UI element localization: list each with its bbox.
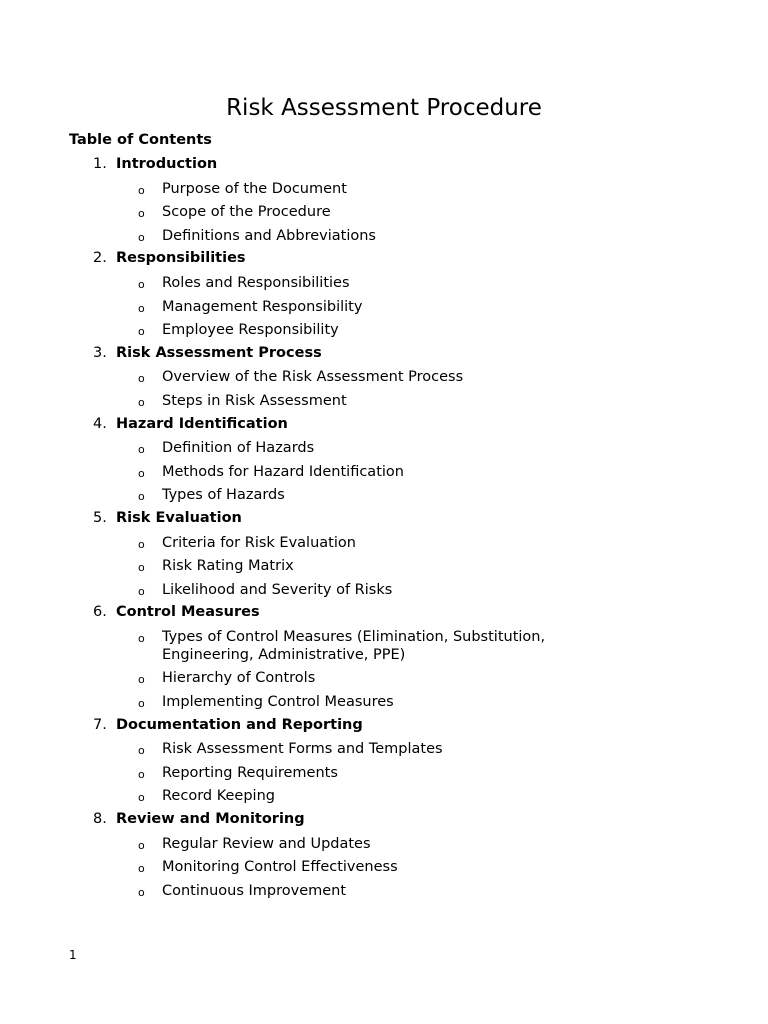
subsection-title: Definition of Hazards (162, 440, 315, 457)
toc-section (0, 342, 768, 413)
section-number: 4. (93, 415, 107, 432)
section-title: Control Measures (116, 604, 260, 621)
toc-section-row (0, 601, 768, 625)
list-item (0, 460, 768, 484)
bullet-icon: o (138, 277, 145, 291)
bullet-icon: o (138, 395, 145, 409)
toc-section-row (0, 153, 768, 177)
toc-section (0, 247, 768, 341)
list-item (0, 554, 768, 578)
subsection-list (0, 365, 768, 412)
bullet-icon: o (138, 325, 145, 339)
document-title: Risk Assessment Procedure (226, 95, 542, 121)
subsection-title: Regular Review and Updates (162, 835, 371, 852)
list-item (0, 784, 768, 808)
subsection-list (0, 737, 768, 808)
section-number: 3. (93, 344, 107, 361)
subsection-title: Types of Hazards (162, 487, 285, 504)
bullet-icon: o (138, 767, 145, 781)
list-item (0, 578, 768, 602)
list-item (0, 365, 768, 389)
page-number: 1 (69, 948, 77, 962)
subsection-title: Likelihood and Severity of Risks (162, 581, 393, 598)
list-item (0, 832, 768, 856)
toc-section-row (0, 507, 768, 531)
list-item (0, 436, 768, 460)
list-item (0, 531, 768, 555)
section-number: 5. (93, 509, 107, 526)
subsection-title: Types of Control Measures (Elimination, Substitution, Engineering, Administrative, PPE) (162, 628, 546, 663)
subsection-list (0, 177, 768, 248)
list-item (0, 879, 768, 903)
subsection-title: Employee Responsibility (162, 322, 339, 339)
section-number: 2. (93, 250, 107, 267)
subsection-title: Risk Rating Matrix (162, 558, 294, 575)
bullet-icon: o (138, 673, 145, 687)
subsection-title: Purpose of the Document (162, 180, 347, 197)
list-item (0, 690, 768, 714)
toc-section-row (0, 808, 768, 832)
toc-section-row (0, 342, 768, 366)
list-item (0, 318, 768, 342)
subsection-title: Criteria for Risk Evaluation (162, 534, 356, 551)
list-item (0, 761, 768, 785)
subsection-list (0, 531, 768, 602)
subsection-title: Scope of the Procedure (162, 204, 331, 221)
bullet-icon: o (138, 230, 145, 244)
bullet-icon: o (138, 631, 145, 645)
bullet-icon: o (138, 443, 145, 457)
bullet-icon: o (138, 466, 145, 480)
section-title: Risk Assessment Process (116, 344, 322, 361)
list-item (0, 389, 768, 413)
bullet-icon: o (138, 183, 145, 197)
bullet-icon: o (138, 697, 145, 711)
bullet-icon: o (138, 885, 145, 899)
bullet-icon: o (138, 862, 145, 876)
subsection-title: Record Keeping (162, 788, 275, 805)
subsection-title: Risk Assessment Forms and Templates (162, 741, 443, 758)
subsection-title: Hierarchy of Controls (162, 670, 316, 687)
table-of-contents (0, 153, 768, 902)
toc-section-row (0, 247, 768, 271)
section-title: Review and Monitoring (116, 811, 305, 828)
bullet-icon: o (138, 838, 145, 852)
subsection-list (0, 436, 768, 507)
subsection-title: Steps in Risk Assessment (162, 392, 347, 409)
subsection-title: Implementing Control Measures (162, 694, 394, 711)
list-item (0, 737, 768, 761)
toc-section (0, 714, 768, 808)
subsection-title: Roles and Responsibilities (162, 274, 350, 291)
list-item (0, 666, 768, 690)
list-item (0, 295, 768, 319)
toc-section (0, 413, 768, 507)
section-title: Documentation and Reporting (116, 716, 363, 733)
section-number: 6. (93, 604, 107, 621)
subsection-title: Methods for Hazard Identification (162, 463, 404, 480)
subsection-title: Monitoring Control Effectiveness (162, 859, 398, 876)
toc-heading: Table of Contents (69, 132, 212, 148)
toc-section-row (0, 714, 768, 738)
subsection-list (0, 832, 768, 903)
bullet-icon: o (138, 490, 145, 504)
subsection-title: Reporting Requirements (162, 764, 338, 781)
toc-section (0, 507, 768, 601)
subsection-title: Overview of the Risk Assessment Process (162, 369, 464, 386)
bullet-icon: o (138, 372, 145, 386)
section-title: Risk Evaluation (116, 509, 242, 526)
section-title: Responsibilities (116, 250, 246, 267)
section-number: 1. (93, 156, 107, 172)
section-number: 7. (93, 716, 107, 733)
list-item (0, 625, 768, 667)
section-title: Hazard Identification (116, 415, 288, 432)
list-item (0, 200, 768, 224)
list-item (0, 177, 768, 201)
list-item (0, 271, 768, 295)
toc-section (0, 153, 768, 247)
list-item (0, 224, 768, 248)
list-item (0, 483, 768, 507)
bullet-icon: o (138, 561, 145, 575)
subsection-list (0, 625, 768, 714)
toc-section (0, 601, 768, 713)
list-item (0, 855, 768, 879)
toc-section-row (0, 413, 768, 437)
subsection-list (0, 271, 768, 342)
bullet-icon: o (138, 791, 145, 805)
bullet-icon: o (138, 744, 145, 758)
toc-section (0, 808, 768, 902)
subsection-title: Management Responsibility (162, 298, 363, 315)
bullet-icon: o (138, 301, 145, 315)
section-title: Introduction (116, 156, 218, 172)
bullet-icon: o (138, 537, 145, 551)
subsection-title: Definitions and Abbreviations (162, 227, 376, 244)
section-number: 8. (93, 811, 107, 828)
subsection-title: Continuous Improvement (162, 882, 347, 899)
bullet-icon: o (138, 584, 145, 598)
bullet-icon: o (138, 207, 145, 221)
